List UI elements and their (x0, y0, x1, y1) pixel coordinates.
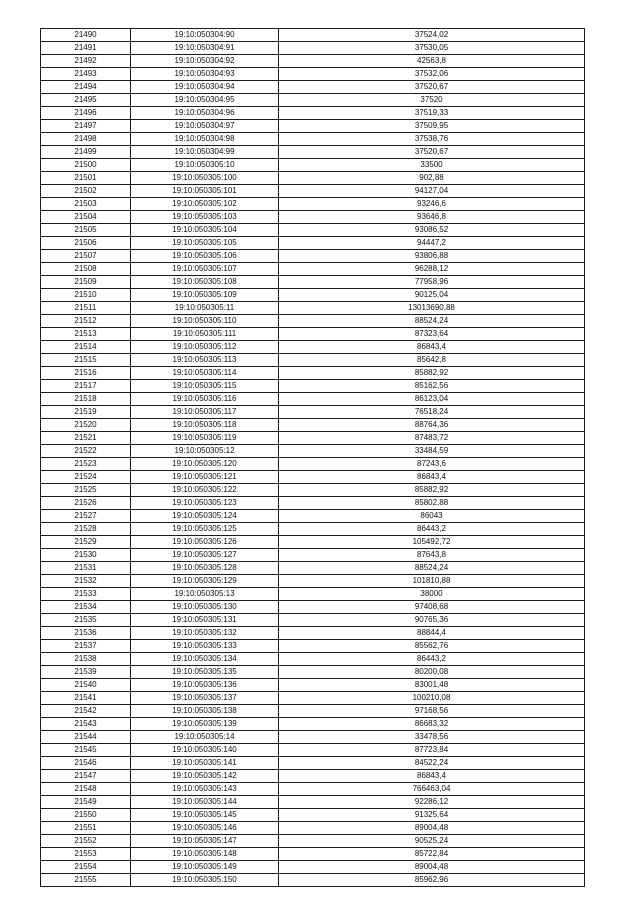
row-number-cell: 21524 (41, 471, 131, 484)
value-cell: 87323,64 (279, 328, 585, 341)
row-number-cell: 21513 (41, 328, 131, 341)
table-row (41, 705, 585, 718)
value-cell: 37519,33 (279, 107, 585, 120)
cadastral-number-cell: 19:10:050305:124 (131, 510, 279, 523)
row-number-cell: 21529 (41, 536, 131, 549)
value-cell: 85962,96 (279, 874, 585, 887)
row-number-cell: 21492 (41, 55, 131, 68)
row-number-cell: 21533 (41, 588, 131, 601)
table-row (41, 94, 585, 107)
cadastral-number-cell: 19:10:050305:130 (131, 601, 279, 614)
cadastral-number-cell: 19:10:050304:95 (131, 94, 279, 107)
table-row (41, 354, 585, 367)
value-cell: 85802,88 (279, 497, 585, 510)
value-cell: 85882,92 (279, 367, 585, 380)
row-number-cell: 21508 (41, 263, 131, 276)
value-cell: 80200,08 (279, 666, 585, 679)
table-row (41, 211, 585, 224)
cadastral-number-cell: 19:10:050305:107 (131, 263, 279, 276)
value-cell: 85162,56 (279, 380, 585, 393)
cadastral-number-cell: 19:10:050305:13 (131, 588, 279, 601)
row-number-cell: 21543 (41, 718, 131, 731)
table-row (41, 588, 585, 601)
cadastral-number-cell: 19:10:050305:133 (131, 640, 279, 653)
cadastral-number-cell: 19:10:050305:117 (131, 406, 279, 419)
cadastral-number-cell: 19:10:050305:111 (131, 328, 279, 341)
row-number-cell: 21530 (41, 549, 131, 562)
row-number-cell: 21552 (41, 835, 131, 848)
table-row (41, 367, 585, 380)
table-row (41, 874, 585, 887)
value-cell: 42563,8 (279, 55, 585, 68)
value-cell: 84522,24 (279, 757, 585, 770)
value-cell: 94127,04 (279, 185, 585, 198)
value-cell: 86443,2 (279, 653, 585, 666)
cadastral-number-cell: 19:10:050305:146 (131, 822, 279, 835)
value-cell: 86043 (279, 510, 585, 523)
value-cell: 88524,24 (279, 562, 585, 575)
table-row (41, 575, 585, 588)
row-number-cell: 21496 (41, 107, 131, 120)
row-number-cell: 21500 (41, 159, 131, 172)
row-number-cell: 21540 (41, 679, 131, 692)
value-cell: 76518,24 (279, 406, 585, 419)
row-number-cell: 21509 (41, 276, 131, 289)
cadastral-number-cell: 19:10:050305:129 (131, 575, 279, 588)
table-row (41, 536, 585, 549)
cadastral-number-cell: 19:10:050304:93 (131, 68, 279, 81)
row-number-cell: 21534 (41, 601, 131, 614)
cadastral-number-cell: 19:10:050305:100 (131, 172, 279, 185)
value-cell: 93806,88 (279, 250, 585, 263)
row-number-cell: 21528 (41, 523, 131, 536)
row-number-cell: 21554 (41, 861, 131, 874)
row-number-cell: 21505 (41, 224, 131, 237)
value-cell: 100210,08 (279, 692, 585, 705)
cadastral-number-cell: 19:10:050304:97 (131, 120, 279, 133)
cadastral-number-cell: 19:10:050305:11 (131, 302, 279, 315)
cadastral-number-cell: 19:10:050305:137 (131, 692, 279, 705)
cadastral-number-cell: 19:10:050304:94 (131, 81, 279, 94)
cadastral-number-cell: 19:10:050305:148 (131, 848, 279, 861)
row-number-cell: 21510 (41, 289, 131, 302)
value-cell: 87243,6 (279, 458, 585, 471)
row-number-cell: 21548 (41, 783, 131, 796)
table-row (41, 29, 585, 42)
table-row (41, 237, 585, 250)
row-number-cell: 21545 (41, 744, 131, 757)
row-number-cell: 21497 (41, 120, 131, 133)
table-row (41, 445, 585, 458)
row-number-cell: 21493 (41, 68, 131, 81)
row-number-cell: 21553 (41, 848, 131, 861)
table-row (41, 601, 585, 614)
table-row (41, 302, 585, 315)
row-number-cell: 21526 (41, 497, 131, 510)
cadastral-number-cell: 19:10:050304:91 (131, 42, 279, 55)
value-cell: 85722,84 (279, 848, 585, 861)
table-row (41, 718, 585, 731)
value-cell: 86843,4 (279, 471, 585, 484)
row-number-cell: 21490 (41, 29, 131, 42)
table-row (41, 497, 585, 510)
row-number-cell: 21539 (41, 666, 131, 679)
row-number-cell: 21542 (41, 705, 131, 718)
cadastral-number-cell: 19:10:050305:14 (131, 731, 279, 744)
value-cell: 37524,02 (279, 29, 585, 42)
table-row (41, 770, 585, 783)
row-number-cell: 21491 (41, 42, 131, 55)
cadastral-number-cell: 19:10:050305:105 (131, 237, 279, 250)
table-row (41, 315, 585, 328)
value-cell: 86443,2 (279, 523, 585, 536)
cadastral-number-cell: 19:10:050305:115 (131, 380, 279, 393)
cadastral-number-cell: 19:10:050304:92 (131, 55, 279, 68)
row-number-cell: 21506 (41, 237, 131, 250)
row-number-cell: 21555 (41, 874, 131, 887)
table-row (41, 796, 585, 809)
cadastral-number-cell: 19:10:050305:139 (131, 718, 279, 731)
table-row (41, 263, 585, 276)
cadastral-number-cell: 19:10:050305:134 (131, 653, 279, 666)
cadastral-number-cell: 19:10:050304:99 (131, 146, 279, 159)
cadastral-number-cell: 19:10:050305:135 (131, 666, 279, 679)
cadastral-number-cell: 19:10:050305:116 (131, 393, 279, 406)
cadastral-number-cell: 19:10:050305:104 (131, 224, 279, 237)
cadastral-number-cell: 19:10:050305:126 (131, 536, 279, 549)
cadastral-number-cell: 19:10:050305:128 (131, 562, 279, 575)
table-row (41, 380, 585, 393)
cadastral-number-cell: 19:10:050304:90 (131, 29, 279, 42)
cadastral-number-cell: 19:10:050305:147 (131, 835, 279, 848)
table-row (41, 81, 585, 94)
table-row (41, 627, 585, 640)
cadastral-number-cell: 19:10:050305:142 (131, 770, 279, 783)
cadastral-number-cell: 19:10:050305:10 (131, 159, 279, 172)
row-number-cell: 21520 (41, 419, 131, 432)
cadastral-number-cell: 19:10:050305:143 (131, 783, 279, 796)
row-number-cell: 21550 (41, 809, 131, 822)
row-number-cell: 21525 (41, 484, 131, 497)
table-row (41, 731, 585, 744)
table-row (41, 562, 585, 575)
row-number-cell: 21517 (41, 380, 131, 393)
table-row (41, 419, 585, 432)
row-number-cell: 21537 (41, 640, 131, 653)
table-row (41, 406, 585, 419)
table-row (41, 133, 585, 146)
cadastral-number-cell: 19:10:050304:98 (131, 133, 279, 146)
table-row (41, 120, 585, 133)
table-row (41, 757, 585, 770)
value-cell: 13013690,88 (279, 302, 585, 315)
value-cell: 85642,8 (279, 354, 585, 367)
value-cell: 89004,48 (279, 861, 585, 874)
cadastral-number-cell: 19:10:050305:113 (131, 354, 279, 367)
cadastral-number-cell: 19:10:050304:96 (131, 107, 279, 120)
value-cell: 85882,92 (279, 484, 585, 497)
cadastral-number-cell: 19:10:050305:150 (131, 874, 279, 887)
value-cell: 33484,59 (279, 445, 585, 458)
row-number-cell: 21547 (41, 770, 131, 783)
value-cell: 37520 (279, 94, 585, 107)
cadastral-number-cell: 19:10:050305:110 (131, 315, 279, 328)
row-number-cell: 21544 (41, 731, 131, 744)
table-row (41, 861, 585, 874)
value-cell: 105492,72 (279, 536, 585, 549)
value-cell: 87483,72 (279, 432, 585, 445)
table-row (41, 146, 585, 159)
table-row (41, 432, 585, 445)
table-row (41, 744, 585, 757)
row-number-cell: 21551 (41, 822, 131, 835)
value-cell: 86123,04 (279, 393, 585, 406)
value-cell: 33478,56 (279, 731, 585, 744)
table-row (41, 666, 585, 679)
table-row (41, 185, 585, 198)
table-row (41, 679, 585, 692)
value-cell: 96288,12 (279, 263, 585, 276)
value-cell: 37532,06 (279, 68, 585, 81)
table-row (41, 224, 585, 237)
table-row (41, 198, 585, 211)
value-cell: 85562,76 (279, 640, 585, 653)
value-cell: 902,88 (279, 172, 585, 185)
cadastral-number-cell: 19:10:050305:103 (131, 211, 279, 224)
table-row (41, 471, 585, 484)
row-number-cell: 21507 (41, 250, 131, 263)
value-cell: 90525,24 (279, 835, 585, 848)
value-cell: 86843,4 (279, 341, 585, 354)
table-row (41, 250, 585, 263)
cadastral-number-cell: 19:10:050305:123 (131, 497, 279, 510)
value-cell: 766463,04 (279, 783, 585, 796)
value-cell: 33500 (279, 159, 585, 172)
cadastral-value-table (40, 28, 585, 887)
value-cell: 37520,67 (279, 81, 585, 94)
cadastral-number-cell: 19:10:050305:120 (131, 458, 279, 471)
value-cell: 38000 (279, 588, 585, 601)
table-row (41, 458, 585, 471)
cadastral-number-cell: 19:10:050305:127 (131, 549, 279, 562)
table-row (41, 107, 585, 120)
value-cell: 92286,12 (279, 796, 585, 809)
table-row (41, 484, 585, 497)
row-number-cell: 21538 (41, 653, 131, 666)
cadastral-number-cell: 19:10:050305:108 (131, 276, 279, 289)
value-cell: 91325,64 (279, 809, 585, 822)
table-row (41, 159, 585, 172)
table-row (41, 393, 585, 406)
cadastral-number-cell: 19:10:050305:112 (131, 341, 279, 354)
table-row (41, 55, 585, 68)
value-cell: 97408,68 (279, 601, 585, 614)
cadastral-number-cell: 19:10:050305:114 (131, 367, 279, 380)
value-cell: 88764,36 (279, 419, 585, 432)
row-number-cell: 21523 (41, 458, 131, 471)
row-number-cell: 21494 (41, 81, 131, 94)
cadastral-number-cell: 19:10:050305:121 (131, 471, 279, 484)
cadastral-number-cell: 19:10:050305:131 (131, 614, 279, 627)
value-cell: 86683,32 (279, 718, 585, 731)
value-cell: 93246,6 (279, 198, 585, 211)
cadastral-number-cell: 19:10:050305:132 (131, 627, 279, 640)
row-number-cell: 21516 (41, 367, 131, 380)
cadastral-number-cell: 19:10:050305:106 (131, 250, 279, 263)
row-number-cell: 21522 (41, 445, 131, 458)
table-row (41, 835, 585, 848)
value-cell: 89004,48 (279, 822, 585, 835)
row-number-cell: 21515 (41, 354, 131, 367)
cadastral-number-cell: 19:10:050305:102 (131, 198, 279, 211)
value-cell: 88844,4 (279, 627, 585, 640)
cadastral-number-cell: 19:10:050305:136 (131, 679, 279, 692)
row-number-cell: 21519 (41, 406, 131, 419)
table-row (41, 653, 585, 666)
row-number-cell: 21532 (41, 575, 131, 588)
row-number-cell: 21527 (41, 510, 131, 523)
cadastral-number-cell: 19:10:050305:138 (131, 705, 279, 718)
value-cell: 93086,52 (279, 224, 585, 237)
cadastral-number-cell: 19:10:050305:122 (131, 484, 279, 497)
cadastral-number-cell: 19:10:050305:118 (131, 419, 279, 432)
table-row (41, 809, 585, 822)
table-row (41, 341, 585, 354)
row-number-cell: 21512 (41, 315, 131, 328)
cadastral-number-cell: 19:10:050305:140 (131, 744, 279, 757)
cadastral-number-cell: 19:10:050305:101 (131, 185, 279, 198)
table-row (41, 68, 585, 81)
value-cell: 77958,96 (279, 276, 585, 289)
value-cell: 83001,48 (279, 679, 585, 692)
value-cell: 86843,4 (279, 770, 585, 783)
cadastral-number-cell: 19:10:050305:141 (131, 757, 279, 770)
cadastral-number-cell: 19:10:050305:144 (131, 796, 279, 809)
value-cell: 37520,67 (279, 146, 585, 159)
value-cell: 37509,95 (279, 120, 585, 133)
value-cell: 87643,8 (279, 549, 585, 562)
value-cell: 37530,05 (279, 42, 585, 55)
cadastral-number-cell: 19:10:050305:109 (131, 289, 279, 302)
value-cell: 37538,76 (279, 133, 585, 146)
table-row (41, 549, 585, 562)
row-number-cell: 21504 (41, 211, 131, 224)
value-cell: 97168,56 (279, 705, 585, 718)
table-row (41, 328, 585, 341)
table-row (41, 42, 585, 55)
table-row (41, 640, 585, 653)
row-number-cell: 21498 (41, 133, 131, 146)
table-row (41, 510, 585, 523)
value-cell: 94447,2 (279, 237, 585, 250)
table-row (41, 692, 585, 705)
row-number-cell: 21518 (41, 393, 131, 406)
row-number-cell: 21511 (41, 302, 131, 315)
table-row (41, 783, 585, 796)
table-row (41, 276, 585, 289)
cadastral-number-cell: 19:10:050305:149 (131, 861, 279, 874)
table-row (41, 523, 585, 536)
value-cell: 88524,24 (279, 315, 585, 328)
value-cell: 90125,04 (279, 289, 585, 302)
row-number-cell: 21499 (41, 146, 131, 159)
cadastral-number-cell: 19:10:050305:12 (131, 445, 279, 458)
table-row (41, 614, 585, 627)
table-row (41, 172, 585, 185)
row-number-cell: 21541 (41, 692, 131, 705)
table-row (41, 822, 585, 835)
row-number-cell: 21531 (41, 562, 131, 575)
row-number-cell: 21536 (41, 627, 131, 640)
value-cell: 87723,84 (279, 744, 585, 757)
table-body (41, 29, 585, 887)
row-number-cell: 21535 (41, 614, 131, 627)
value-cell: 93646,8 (279, 211, 585, 224)
row-number-cell: 21501 (41, 172, 131, 185)
row-number-cell: 21546 (41, 757, 131, 770)
row-number-cell: 21549 (41, 796, 131, 809)
cadastral-number-cell: 19:10:050305:125 (131, 523, 279, 536)
value-cell: 101810,88 (279, 575, 585, 588)
cadastral-number-cell: 19:10:050305:145 (131, 809, 279, 822)
row-number-cell: 21521 (41, 432, 131, 445)
row-number-cell: 21502 (41, 185, 131, 198)
value-cell: 90765,36 (279, 614, 585, 627)
table-row (41, 289, 585, 302)
row-number-cell: 21503 (41, 198, 131, 211)
table-row (41, 848, 585, 861)
row-number-cell: 21514 (41, 341, 131, 354)
row-number-cell: 21495 (41, 94, 131, 107)
cadastral-number-cell: 19:10:050305:119 (131, 432, 279, 445)
